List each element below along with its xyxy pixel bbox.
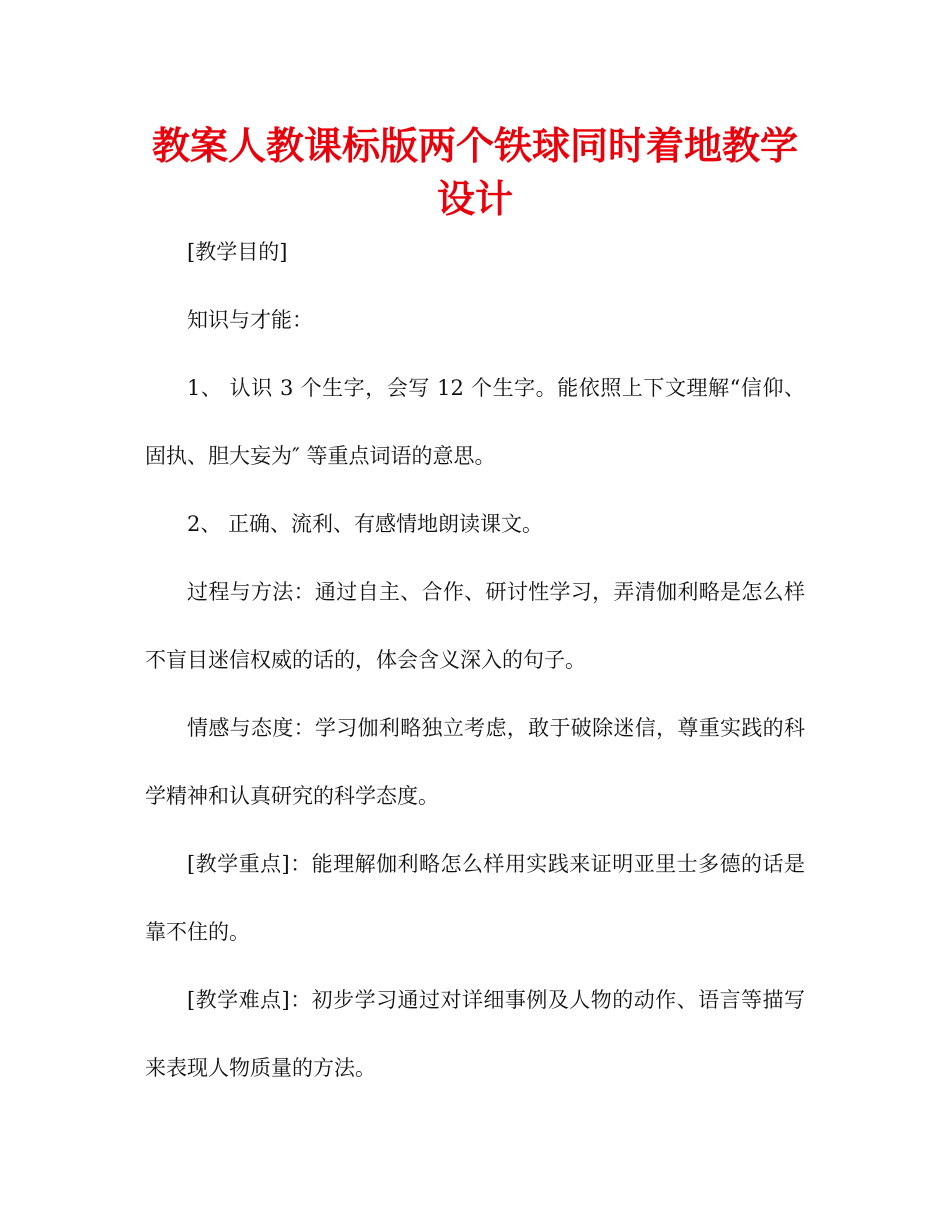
document-body bbox=[145, 218, 805, 1102]
paragraph-knowledge-ability: 知识与才能： bbox=[187, 308, 313, 332]
document-title: 教案人教课标版两个铁球同时着地教学设计 bbox=[151, 124, 798, 221]
paragraph-goal-1: 1、 认识 3 个生字，会写 12 个生字。能依照上下文理解“信仰、固执、胆大妄为″ 等重点词语的意思。 bbox=[145, 376, 805, 468]
paragraph-teaching-goals-heading: [教学目的] bbox=[187, 240, 288, 264]
paragraph-emotion-attitude: 情感与态度：学习伽利略独立考虑，敢于破除迷信，尊重实践的科学精神和认真研究的科学态度。 bbox=[145, 716, 805, 808]
paragraph-difficult-points: [教学难点]：初步学习通过对详细事例及人物的动作、语言等描写来表现人物质量的方法。 bbox=[145, 988, 805, 1080]
paragraph-key-points: [教学重点]：能理解伽利略怎么样用实践来证明亚里士多德的话是靠不住的。 bbox=[145, 852, 805, 944]
paragraph-process-method: 过程与方法：通过自主、合作、研讨性学习，弄清伽利略是怎么样不盲目迷信权威的话的，体会含义深入的句子。 bbox=[145, 580, 805, 672]
paragraph-goal-2: 2、 正确、流利、有感情地朗读课文。 bbox=[187, 512, 544, 536]
